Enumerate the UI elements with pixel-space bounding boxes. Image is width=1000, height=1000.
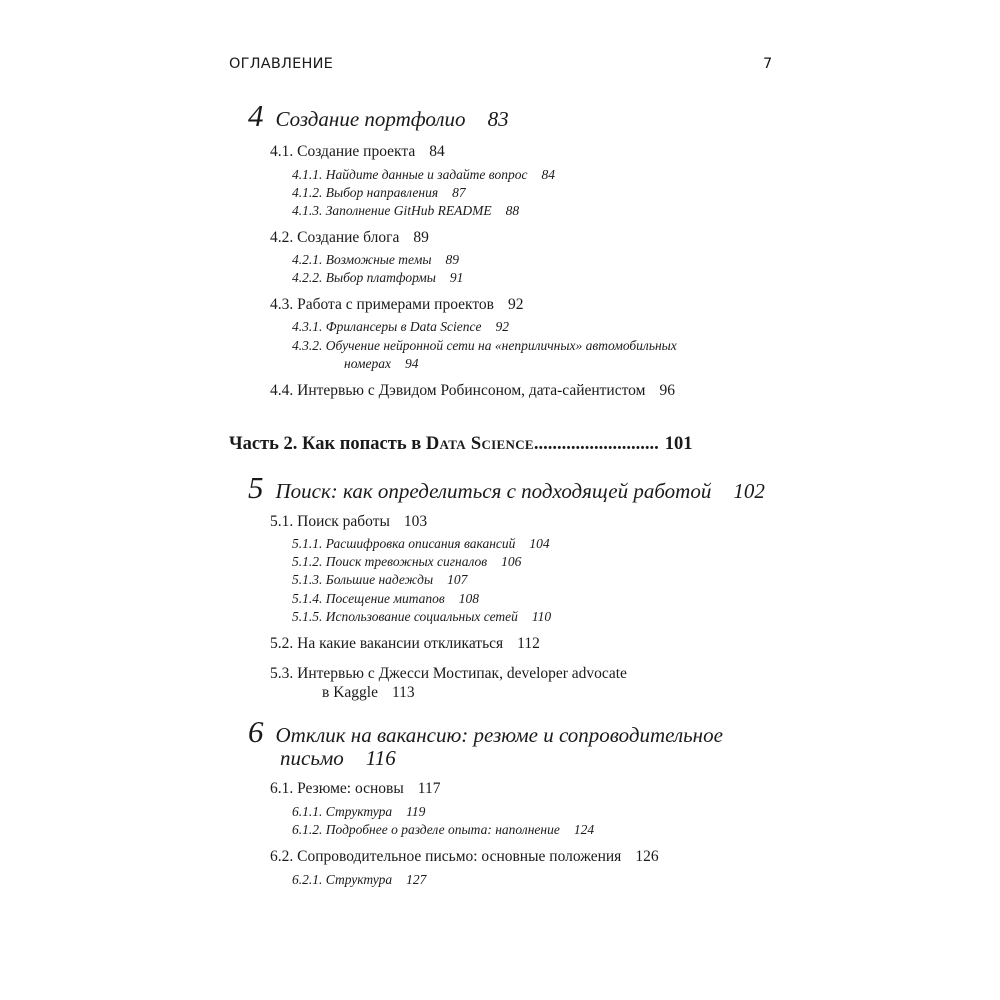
chapter-number: 5 bbox=[248, 470, 264, 505]
chapter-6-heading bbox=[248, 714, 723, 750]
toc-subsection-continuation bbox=[344, 356, 419, 372]
toc-section bbox=[270, 780, 440, 798]
toc-section bbox=[270, 848, 659, 866]
subsection-label: 5.1.4. Посещение митапов bbox=[292, 591, 445, 606]
section-page: 96 bbox=[659, 382, 675, 399]
toc-subsection bbox=[292, 554, 521, 570]
chapter-page: 83 bbox=[487, 107, 509, 131]
toc-subsection bbox=[292, 872, 426, 888]
section-page: 112 bbox=[517, 635, 540, 652]
subsection-label: 4.1.1. Найдите данные и задайте вопрос bbox=[292, 167, 528, 182]
subsection-label: 5.1.5. Использование социальных сетей bbox=[292, 609, 518, 624]
section-label: 6.1. Резюме: основы bbox=[270, 780, 404, 797]
subsection-page: 119 bbox=[406, 804, 426, 819]
section-label-continued: в Kaggle bbox=[322, 684, 378, 701]
chapter-page: 102 bbox=[733, 479, 765, 503]
section-page: 84 bbox=[429, 143, 445, 160]
section-page: 92 bbox=[508, 296, 524, 313]
running-header: ОГЛАВЛЕНИЕ bbox=[229, 56, 334, 72]
chapter-page: 116 bbox=[365, 746, 396, 770]
subsection-label: 4.1.3. Заполнение GitHub README bbox=[292, 203, 492, 218]
subsection-page: 87 bbox=[452, 185, 466, 200]
section-page: 113 bbox=[391, 684, 415, 701]
toc-section bbox=[270, 665, 627, 683]
section-label: 5.3. Интервью с Джесси Мостипак, developer advocate bbox=[270, 665, 627, 682]
section-label: 6.2. Сопроводительное письмо: основные положения bbox=[270, 848, 622, 865]
section-page: 89 bbox=[413, 229, 429, 246]
section-page: 103 bbox=[403, 513, 428, 530]
subsection-label: 4.3.2. Обучение нейронной сети на «неприличных» автомобильных bbox=[292, 338, 677, 353]
toc-section bbox=[270, 296, 524, 314]
part-leader-dots: ........................... bbox=[533, 434, 659, 454]
toc-section bbox=[270, 143, 445, 161]
subsection-label: 5.1.2. Поиск тревожных сигналов bbox=[292, 554, 488, 569]
subsection-label: 4.2.1. Возможные темы bbox=[292, 252, 432, 267]
part-page: 101 bbox=[664, 434, 693, 454]
chapter-title: Создание портфолио bbox=[275, 107, 466, 131]
toc-subsection bbox=[292, 822, 594, 838]
subsection-page: 127 bbox=[406, 872, 427, 887]
toc-subsection bbox=[292, 185, 466, 201]
subsection-label: 6.1.1. Структура bbox=[292, 804, 393, 819]
section-label: 4.1. Создание проекта bbox=[270, 143, 416, 160]
chapter-title-continued: письмо bbox=[280, 746, 344, 770]
toc-section-continuation bbox=[322, 684, 415, 702]
part-title-emphasis: Data Science bbox=[425, 434, 534, 454]
subsection-label: 4.2.2. Выбор платформы bbox=[292, 270, 436, 285]
part-2-heading bbox=[229, 434, 692, 455]
chapter-title: Отклик на вакансию: резюме и сопроводительное bbox=[275, 723, 723, 747]
toc-section bbox=[270, 382, 675, 400]
subsection-page: 108 bbox=[458, 591, 480, 606]
chapter-title: Поиск: как определиться с подходящей работой bbox=[275, 479, 712, 503]
toc-subsection bbox=[292, 572, 467, 588]
subsection-page: 106 bbox=[501, 554, 522, 569]
subsection-label: 6.2.1. Структура bbox=[292, 872, 393, 887]
subsection-label: 4.1.2. Выбор направления bbox=[292, 185, 439, 200]
section-page: 126 bbox=[635, 848, 659, 865]
subsection-label: 4.3.1. Фрилансеры в Data Science bbox=[292, 319, 482, 334]
subsection-label-continued: номерах bbox=[344, 356, 392, 371]
section-label: 5.2. На какие вакансии откликаться bbox=[270, 635, 504, 652]
toc-subsection bbox=[292, 609, 551, 625]
chapter-number: 6 bbox=[248, 714, 264, 749]
toc-subsection bbox=[292, 167, 555, 183]
section-label: 4.2. Создание блога bbox=[270, 229, 400, 246]
subsection-label: 5.1.1. Расшифровка описания вакансий bbox=[292, 536, 516, 551]
part-title: Часть 2. Как попасть в bbox=[229, 434, 426, 454]
toc-subsection bbox=[292, 591, 479, 607]
toc-subsection bbox=[292, 338, 677, 354]
chapter-5-heading bbox=[248, 470, 765, 506]
section-label: 4.4. Интервью с Дэвидом Робинсоном, дата-сайентистом bbox=[270, 382, 646, 399]
subsection-label: 5.1.3. Большие надежды bbox=[292, 572, 434, 587]
chapter-6-heading-continuation bbox=[280, 746, 396, 771]
subsection-page: 84 bbox=[541, 167, 555, 182]
subsection-page: 89 bbox=[445, 252, 459, 267]
section-page: 117 bbox=[417, 780, 441, 797]
subsection-page: 92 bbox=[495, 319, 510, 334]
chapter-4-heading bbox=[248, 98, 509, 134]
subsection-page: 91 bbox=[449, 270, 464, 285]
toc-section bbox=[270, 635, 540, 653]
page-number: 7 bbox=[763, 56, 773, 72]
toc-section bbox=[270, 513, 427, 531]
subsection-page: 110 bbox=[531, 609, 552, 624]
subsection-page: 88 bbox=[505, 203, 520, 218]
section-label: 4.3. Работа с примерами проектов bbox=[270, 296, 494, 313]
toc-subsection bbox=[292, 319, 509, 335]
toc-subsection bbox=[292, 536, 550, 552]
toc-subsection bbox=[292, 252, 459, 268]
subsection-label: 6.1.2. Подробнее о разделе опыта: наполнение bbox=[292, 822, 560, 837]
subsection-page: 124 bbox=[573, 822, 595, 837]
section-label: 5.1. Поиск работы bbox=[270, 513, 390, 530]
subsection-page: 94 bbox=[405, 356, 419, 371]
toc-subsection bbox=[292, 203, 519, 219]
toc-subsection bbox=[292, 270, 463, 286]
subsection-page: 104 bbox=[529, 536, 550, 551]
chapter-number: 4 bbox=[248, 98, 264, 133]
toc-section bbox=[270, 229, 429, 247]
subsection-page: 107 bbox=[447, 572, 468, 587]
toc-subsection bbox=[292, 804, 425, 820]
